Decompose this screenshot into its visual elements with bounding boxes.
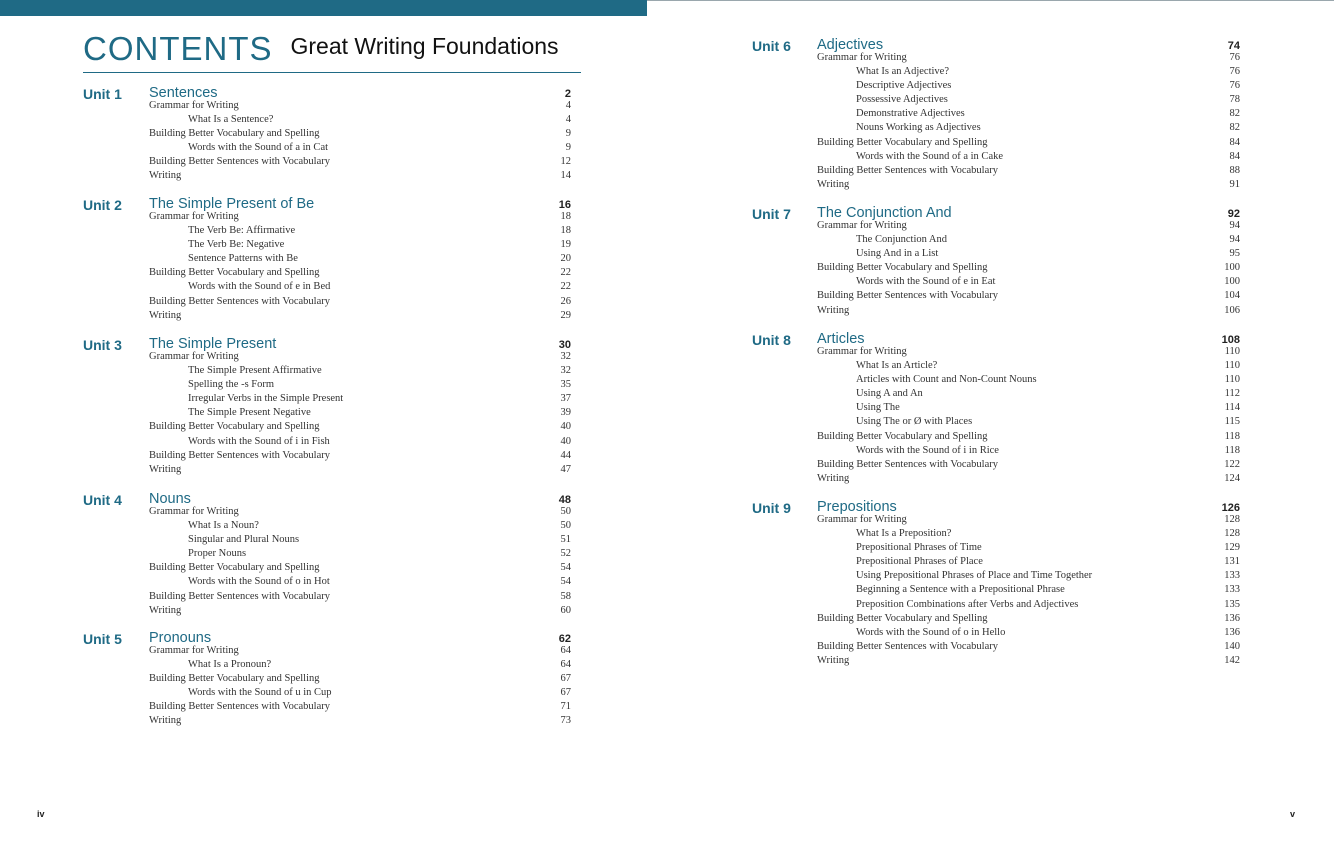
toc-entry[interactable] (149, 155, 571, 169)
toc-entry-label: Building Better Sentences with Vocabulary (817, 290, 998, 302)
toc-entry-page: 29 (560, 309, 571, 321)
toc-entry[interactable] (149, 590, 571, 604)
toc-entry[interactable] (817, 289, 1240, 303)
unit-entries (149, 644, 571, 729)
toc-entry-label: Grammar for Writing (817, 346, 907, 357)
unit-title[interactable]: Pronouns (149, 630, 212, 646)
unit-label: Unit 9 (752, 500, 791, 516)
toc-entry-page: 52 (560, 548, 571, 560)
toc-entry-label: The Verb Be: Negative (188, 239, 285, 251)
toc-entry[interactable] (149, 700, 571, 714)
toc-entry-label: The Verb Be: Affirmative (188, 225, 296, 237)
unit-title[interactable]: The Simple Present of Be (149, 196, 315, 212)
toc-entry[interactable] (149, 575, 571, 589)
toc-entry-label: Building Better Sentences with Vocabulary (149, 449, 330, 461)
unit-label: Unit 3 (83, 337, 122, 353)
toc-entry[interactable] (817, 275, 1240, 289)
toc-entry-page: 73 (560, 715, 571, 727)
unit-page-number: 16 (558, 199, 571, 211)
unit-title[interactable]: Articles (817, 331, 865, 347)
toc-entry[interactable] (149, 604, 571, 618)
toc-entry[interactable] (149, 406, 571, 420)
toc-entry-label: What Is an Article? (856, 360, 938, 372)
toc-entry[interactable] (817, 65, 1240, 79)
toc-entry-label: Possessive Adjectives (856, 94, 948, 106)
toc-entry-label: Words with the Sound of e in Eat (856, 276, 996, 288)
toc-entry-label: Building Better Sentences with Vocabulary (149, 701, 330, 713)
toc-entry-page: 128 (1224, 514, 1240, 525)
unit-entries (149, 350, 571, 477)
toc-entry-label: Words with the Sound of a in Cat (188, 142, 329, 154)
toc-entry-label: Building Better Vocabulary and Spelling (149, 421, 320, 433)
toc-entry[interactable] (817, 121, 1240, 135)
toc-entry-page: 104 (1224, 290, 1240, 302)
toc-entry-page: 51 (560, 534, 571, 546)
toc-entry-label: Proper Nouns (188, 548, 247, 560)
toc-entry-label: Irregular Verbs in the Simple Present (188, 393, 344, 405)
toc-entry-label: Grammar for Writing (149, 506, 239, 517)
toc-entry[interactable] (817, 458, 1240, 472)
toc-entry-label: Spelling the -s Form (188, 379, 275, 391)
toc-entry-label: Articles with Count and Non-Count Nouns (856, 374, 1037, 386)
toc-entry-page: 26 (560, 295, 571, 307)
toc-entry-page: 84 (1229, 136, 1240, 148)
toc-entry[interactable] (149, 547, 571, 561)
toc-entry-page: 58 (560, 590, 571, 602)
toc-entry[interactable] (817, 79, 1240, 93)
unit-label: Unit 5 (83, 631, 122, 647)
toc-entry-label: Grammar for Writing (149, 211, 239, 222)
toc-entry[interactable] (149, 238, 571, 252)
toc-entry[interactable] (149, 266, 571, 280)
toc-entry-page: 133 (1224, 570, 1240, 582)
unit-entries (149, 99, 571, 184)
unit-page-number: 30 (558, 339, 571, 351)
toc-entry-label: The Simple Present Negative (188, 407, 311, 419)
unit-title[interactable]: The Conjunction And (817, 205, 952, 221)
toc-entry-label: What Is a Sentence? (188, 114, 274, 126)
unit-label: Unit 7 (752, 206, 791, 222)
toc-entry[interactable] (149, 210, 571, 224)
toc-entry[interactable] (149, 449, 571, 463)
toc-entry-label: Words with the Sound of u in Cup (188, 687, 332, 699)
toc-entry[interactable] (149, 463, 571, 477)
toc-entry-page: 67 (560, 673, 571, 685)
toc-entry-page: 94 (1229, 220, 1240, 231)
unit-page-number: 108 (1221, 334, 1240, 346)
toc-entry[interactable] (817, 640, 1240, 654)
toc-entry-label: Grammar for Writing (817, 220, 907, 231)
unit-entries (149, 210, 571, 323)
top-thin-rule (647, 0, 1334, 1)
toc-entry-label: Writing (817, 178, 850, 190)
toc-entry-page: 114 (1224, 402, 1240, 414)
toc-entry-page: 84 (1229, 150, 1240, 162)
toc-entry-page: 37 (560, 393, 571, 405)
toc-entry[interactable] (817, 247, 1240, 261)
toc-entry-label: Using Prepositional Phrases of Place and Time Together (856, 570, 1093, 582)
toc-entry-page: 76 (1229, 66, 1240, 78)
toc-entry-label: Grammar for Writing (149, 100, 239, 111)
toc-entry-label: Writing (817, 472, 850, 484)
toc-entry-label: Preposition Combinations after Verbs and Adjectives (856, 598, 1079, 610)
toc-entry-label: Building Better Sentences with Vocabulary (149, 590, 330, 602)
toc-entry[interactable] (817, 304, 1240, 318)
toc-entry-label: Words with the Sound of i in Fish (188, 435, 330, 447)
toc-entry-label: What Is a Preposition? (856, 528, 952, 540)
toc-entry-label: Building Better Sentences with Vocabulary (149, 295, 330, 307)
toc-entry-page: 136 (1224, 612, 1240, 624)
toc-entry[interactable] (149, 714, 571, 728)
toc-entry-label: Building Better Vocabulary and Spelling (149, 562, 320, 574)
toc-entry[interactable] (149, 672, 571, 686)
toc-entry-page: 78 (1229, 94, 1240, 106)
toc-entry-page: 64 (560, 659, 571, 671)
toc-entry[interactable] (149, 378, 571, 392)
toc-entry-label: Writing (817, 654, 850, 666)
toc-entry[interactable] (817, 164, 1240, 178)
toc-entry-label: Writing (149, 604, 182, 616)
toc-entry[interactable] (149, 113, 571, 127)
toc-entry-label: Building Better Vocabulary and Spelling (817, 262, 988, 274)
toc-entry[interactable] (817, 401, 1240, 415)
toc-entry-label: Writing (149, 309, 182, 321)
unit-label: Unit 2 (83, 197, 122, 213)
toc-entry[interactable] (149, 99, 571, 113)
unit-page-number: 92 (1227, 208, 1240, 220)
header-rule (83, 72, 581, 73)
toc-entry-page: 19 (560, 239, 571, 251)
toc-entry-page: 22 (560, 281, 571, 293)
toc-entry-label: Writing (817, 304, 850, 316)
toc-entry-page: 142 (1224, 654, 1240, 666)
toc-entry[interactable] (817, 583, 1240, 597)
toc-entry-page: 118 (1224, 430, 1240, 442)
toc-entry-page: 18 (560, 211, 571, 222)
toc-entry-label: Building Better Vocabulary and Spelling (817, 612, 988, 624)
toc-entry-page: 122 (1224, 458, 1240, 470)
toc-entry-page: 95 (1229, 248, 1240, 260)
book-title: Great Writing Foundations (290, 33, 559, 59)
toc-entry-label: The Simple Present Affirmative (188, 365, 322, 377)
toc-entry-label: What Is a Pronoun? (188, 659, 272, 671)
contents-heading: CONTENTS (83, 30, 273, 67)
toc-entry-page: 39 (560, 407, 571, 419)
toc-entry-label: Grammar for Writing (149, 351, 239, 362)
toc-entry[interactable] (817, 654, 1240, 668)
toc-entry-page: 35 (560, 379, 571, 391)
toc-entry[interactable] (149, 169, 571, 183)
toc-entry-page: 88 (1229, 164, 1240, 176)
toc-entry-label: Using The (856, 402, 900, 414)
toc-entry[interactable] (817, 107, 1240, 121)
toc-entry[interactable] (817, 178, 1240, 192)
toc-entry-page: 54 (560, 576, 571, 588)
toc-entry[interactable] (149, 252, 571, 266)
toc-entry[interactable] (149, 141, 571, 155)
toc-entry-page: 128 (1224, 528, 1240, 540)
unit-page-number: 48 (558, 494, 571, 506)
toc-entry-page: 136 (1224, 626, 1240, 638)
toc-entry[interactable] (817, 359, 1240, 373)
toc-entry-label: Building Better Sentences with Vocabulary (817, 640, 998, 652)
toc-entry-page: 110 (1224, 360, 1240, 372)
toc-entry[interactable] (817, 345, 1240, 359)
toc-entry-page: 14 (560, 170, 571, 182)
unit-page-number: 62 (558, 633, 571, 645)
toc-entry[interactable] (817, 219, 1240, 233)
toc-entry-page: 94 (1229, 234, 1240, 246)
toc-entry[interactable] (817, 513, 1240, 527)
unit-entries (817, 345, 1240, 486)
toc-entry-page: 112 (1224, 388, 1240, 400)
toc-entry[interactable] (817, 541, 1240, 555)
toc-entry[interactable] (817, 373, 1240, 387)
toc-entry-page: 133 (1224, 584, 1240, 596)
toc-entry-label: Words with the Sound of e in Bed (188, 281, 331, 293)
toc-entry[interactable] (817, 527, 1240, 541)
unit-label: Unit 1 (83, 86, 122, 102)
unit-label: Unit 8 (752, 332, 791, 348)
unit-page-number: 2 (564, 88, 571, 100)
toc-entry-label: Building Better Sentences with Vocabulary (817, 458, 998, 470)
toc-entry-label: Writing (149, 170, 182, 182)
unit-entries (817, 51, 1240, 192)
toc-entry-page: 110 (1224, 374, 1240, 386)
toc-entry-page: 18 (560, 225, 571, 237)
toc-entry-label: Sentence Patterns with Be (188, 253, 298, 265)
page-number-right: v (1290, 809, 1296, 819)
toc-entry-page: 32 (560, 365, 571, 377)
toc-entry-label: What Is a Noun? (188, 520, 259, 532)
toc-entry-page: 12 (560, 156, 571, 168)
toc-entry[interactable] (149, 533, 571, 547)
unit-title[interactable]: The Simple Present (149, 336, 277, 352)
toc-entry[interactable] (149, 364, 571, 378)
toc-entry[interactable] (817, 430, 1240, 444)
toc-entry[interactable] (817, 233, 1240, 247)
toc-entry-label: Building Better Vocabulary and Spelling (149, 673, 320, 685)
toc-entry[interactable] (817, 444, 1240, 458)
toc-entry[interactable] (817, 626, 1240, 640)
toc-entry-page: 100 (1224, 276, 1240, 288)
toc-entry-label: Grammar for Writing (149, 645, 239, 656)
unit-entries (817, 513, 1240, 668)
toc-entry-label: Building Better Vocabulary and Spelling (817, 430, 988, 442)
toc-entry-page: 76 (1229, 80, 1240, 92)
toc-entry[interactable] (149, 686, 571, 700)
toc-entry[interactable] (149, 644, 571, 658)
unit-page-number: 74 (1227, 40, 1240, 52)
toc-entry-page: 50 (560, 520, 571, 532)
toc-entry-label: Building Better Sentences with Vocabulary (149, 156, 330, 168)
toc-entry-page: 82 (1229, 122, 1240, 134)
toc-entry-label: Prepositional Phrases of Place (856, 556, 983, 568)
toc-entry[interactable] (149, 392, 571, 406)
toc-entry[interactable] (149, 295, 571, 309)
toc-entry-label: Using And in a List (856, 248, 939, 260)
toc-entry-page: 44 (560, 449, 571, 461)
toc-entry-page: 140 (1224, 640, 1240, 652)
toc-entry-page: 9 (565, 128, 571, 140)
toc-entry[interactable] (149, 435, 571, 449)
toc-entry[interactable] (817, 612, 1240, 626)
toc-entry-page: 22 (560, 267, 571, 279)
toc-entry-page: 91 (1229, 178, 1240, 190)
toc-entry[interactable] (817, 415, 1240, 429)
unit-title[interactable]: Adjectives (817, 37, 884, 53)
toc-entry-label: Writing (149, 463, 182, 475)
toc-entry-label: Nouns Working as Adjectives (856, 122, 981, 134)
toc-entry-page: 124 (1224, 472, 1240, 484)
toc-entry[interactable] (817, 555, 1240, 569)
toc-entry-page: 118 (1224, 444, 1240, 456)
toc-entry[interactable] (149, 350, 571, 364)
toc-entry-page: 64 (560, 645, 571, 656)
toc-entry[interactable] (149, 561, 571, 575)
unit-entries (149, 505, 571, 618)
toc-entry[interactable] (817, 93, 1240, 107)
toc-entry-label: Beginning a Sentence with a Prepositional Phrase (856, 584, 1065, 596)
top-color-bar (0, 0, 647, 16)
toc-entry[interactable] (149, 420, 571, 434)
toc-entry[interactable] (149, 309, 571, 323)
toc-entry-page: 54 (560, 562, 571, 574)
toc-entry-page: 131 (1224, 556, 1240, 568)
unit-title[interactable]: Prepositions (817, 499, 897, 515)
toc-entry-page: 20 (560, 253, 571, 265)
toc-entry[interactable] (817, 472, 1240, 486)
toc-entry-label: Words with the Sound of o in Hot (188, 576, 330, 588)
toc-entry[interactable] (817, 598, 1240, 612)
toc-entry-label: Building Better Vocabulary and Spelling (149, 128, 320, 140)
toc-entry[interactable] (817, 150, 1240, 164)
toc-entry-page: 106 (1224, 304, 1240, 316)
toc-entry-page: 135 (1224, 598, 1240, 610)
toc-entry-label: Singular and Plural Nouns (188, 534, 300, 546)
toc-entry[interactable] (817, 51, 1240, 65)
toc-entry[interactable] (817, 569, 1240, 583)
toc-entry-label: Writing (149, 715, 182, 727)
toc-entry-page: 4 (565, 100, 571, 111)
toc-entry-page: 47 (560, 463, 571, 475)
toc-entry-page: 9 (565, 142, 571, 154)
toc-entry-page: 32 (560, 351, 571, 362)
unit-title[interactable]: Sentences (149, 85, 218, 101)
unit-label: Unit 4 (83, 492, 122, 508)
toc-entry-label: Building Better Vocabulary and Spelling (149, 267, 320, 279)
toc-entry[interactable] (149, 519, 571, 533)
toc-entry-label: Words with the Sound of i in Rice (856, 444, 999, 456)
toc-entry-label: What Is an Adjective? (856, 66, 950, 78)
toc-entry-label: Building Better Sentences with Vocabulary (817, 164, 998, 176)
toc-entry-label: Using A and An (856, 388, 923, 400)
toc-entry-page: 115 (1224, 416, 1240, 428)
toc-entry-label: Building Better Vocabulary and Spelling (817, 136, 988, 148)
toc-entry[interactable] (149, 127, 571, 141)
toc-entry-label: Prepositional Phrases of Time (856, 542, 982, 554)
toc-entry-label: Words with the Sound of o in Hello (856, 626, 1006, 638)
toc-entry-label: Descriptive Adjectives (856, 80, 952, 92)
toc-entry[interactable] (149, 280, 571, 294)
page-number-left: iv (37, 809, 45, 819)
toc-entry-label: Grammar for Writing (817, 52, 907, 63)
toc-entry[interactable] (817, 136, 1240, 150)
toc-entry[interactable] (149, 658, 571, 672)
toc-entry-page: 60 (560, 604, 571, 616)
toc-entry[interactable] (149, 505, 571, 519)
toc-entry-label: Using The or Ø with Places (856, 416, 973, 428)
contents-header (83, 30, 559, 70)
unit-entries (817, 219, 1240, 318)
toc-entry-page: 100 (1224, 262, 1240, 274)
toc-entry-label: Words with the Sound of a in Cake (856, 150, 1004, 162)
toc-entry-page: 110 (1224, 346, 1240, 357)
toc-entry-page: 129 (1224, 542, 1240, 554)
toc-entry-page: 40 (560, 435, 571, 447)
toc-entry[interactable] (149, 224, 571, 238)
toc-entry[interactable] (817, 261, 1240, 275)
toc-entry-page: 71 (560, 701, 571, 713)
toc-entry-label: Grammar for Writing (817, 514, 907, 525)
toc-entry-page: 40 (560, 421, 571, 433)
toc-entry[interactable] (817, 387, 1240, 401)
unit-title[interactable]: Nouns (149, 491, 191, 507)
toc-entry-page: 82 (1229, 108, 1240, 120)
unit-label: Unit 6 (752, 38, 791, 54)
toc-entry-page: 4 (565, 114, 571, 126)
toc-entry-label: Demonstrative Adjectives (856, 108, 965, 120)
unit-page-number: 126 (1221, 502, 1240, 514)
toc-entry-page: 67 (560, 687, 571, 699)
toc-entry-page: 76 (1229, 52, 1240, 63)
toc-entry-label: The Conjunction And (856, 234, 947, 246)
toc-entry-page: 50 (560, 506, 571, 517)
